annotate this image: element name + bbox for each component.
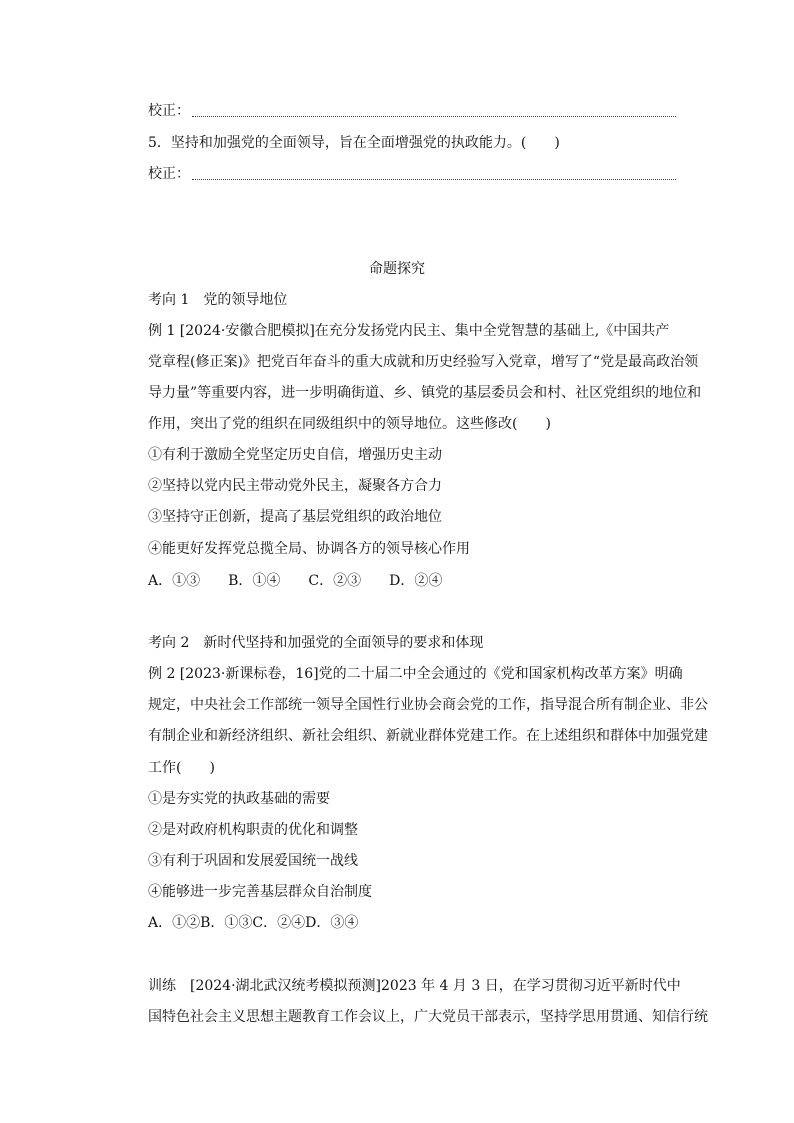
correction-blank[interactable] [192, 167, 676, 180]
kx2-example-line: 工作( ) [148, 760, 215, 776]
kx2-option-4: ④能够进一步完善基层群众自治制度 [148, 884, 372, 900]
kx2-example-line: 规定，中央社会工作部统一领导全国性行业协会商会党的工作，指导混合所有制企业、非公 [148, 697, 708, 713]
correction-label: 校正： [148, 166, 190, 182]
kx2-option-1: ①是夯实党的执政基础的需要 [148, 791, 330, 807]
kx1-example-line: 导力量”等重要内容，进一步明确街道、乡、镇党的基层委员会和村、社区党组织的地位和 [148, 385, 702, 401]
correction-blank[interactable] [192, 104, 676, 117]
kx1-heading: 考向 1 党的领导地位 [148, 292, 288, 308]
kx2-option-2: ②是对政府机构职责的优化和调整 [148, 822, 358, 838]
kx1-example-line: 作用，突出了党的组织在同级组织中的领导地位。这些修改( ) [148, 416, 551, 432]
kx1-option-1: ①有利于激励全党坚定历史自信，增强历史主动 [148, 447, 442, 463]
correction-line-1[interactable] [148, 101, 676, 121]
kx1-example-line: 例 1 [2024·安徽合肥模拟]在充分发扬党内民主、集中全党智慧的基础上,《中国共产 [148, 323, 670, 339]
correction-line-2[interactable] [148, 164, 676, 184]
kx2-option-3: ③有利于巩固和发展爱国统一战线 [148, 853, 358, 869]
kx2-heading: 考向 2 新时代坚持和加强党的全面领导的要求和体现 [148, 635, 484, 651]
training-line: 训练 [2024·湖北武汉统考模拟预测]2023 年 4 月 3 日，在学习贯彻习近平新时代中 [148, 978, 681, 994]
kx2-answer-choices: A．①②B．①③C．②④D．③④ [148, 915, 359, 931]
question-5: 5．坚持和加强党的全面领导，旨在全面增强党的执政能力。( ) [148, 135, 560, 151]
kx2-example-line: 有制企业和新经济组织、新社会组织、新就业群体党建工作。在上述组织和群体中加强党建 [148, 728, 708, 744]
section-title: 命题探究 [369, 261, 425, 277]
kx1-option-2: ②坚持以党内民主带动党外民主，凝聚各方合力 [148, 478, 442, 494]
training-line: 国特色社会主义思想主题教育工作会议上，广大党员干部表示，坚持学思用贯通、知信行统 [148, 1009, 708, 1025]
correction-label: 校正： [148, 103, 190, 119]
kx1-example-line: 党章程(修正案)》把党百年奋斗的重大成就和历史经验写入党章，增写了“党是最高政治领 [148, 354, 699, 370]
kx1-option-3: ③坚持守正创新，提高了基层党组织的政治地位 [148, 509, 442, 525]
kx2-example-line: 例 2 [2023·新课标卷，16]党的二十届二中全会通过的《党和国家机构改革方案》明确 [148, 666, 683, 682]
kx1-answer-choices: A．①③ B．①④ C．②③ D．②④ [148, 573, 443, 589]
kx1-option-4: ④能更好发挥党总揽全局、协调各方的领导核心作用 [148, 541, 470, 557]
